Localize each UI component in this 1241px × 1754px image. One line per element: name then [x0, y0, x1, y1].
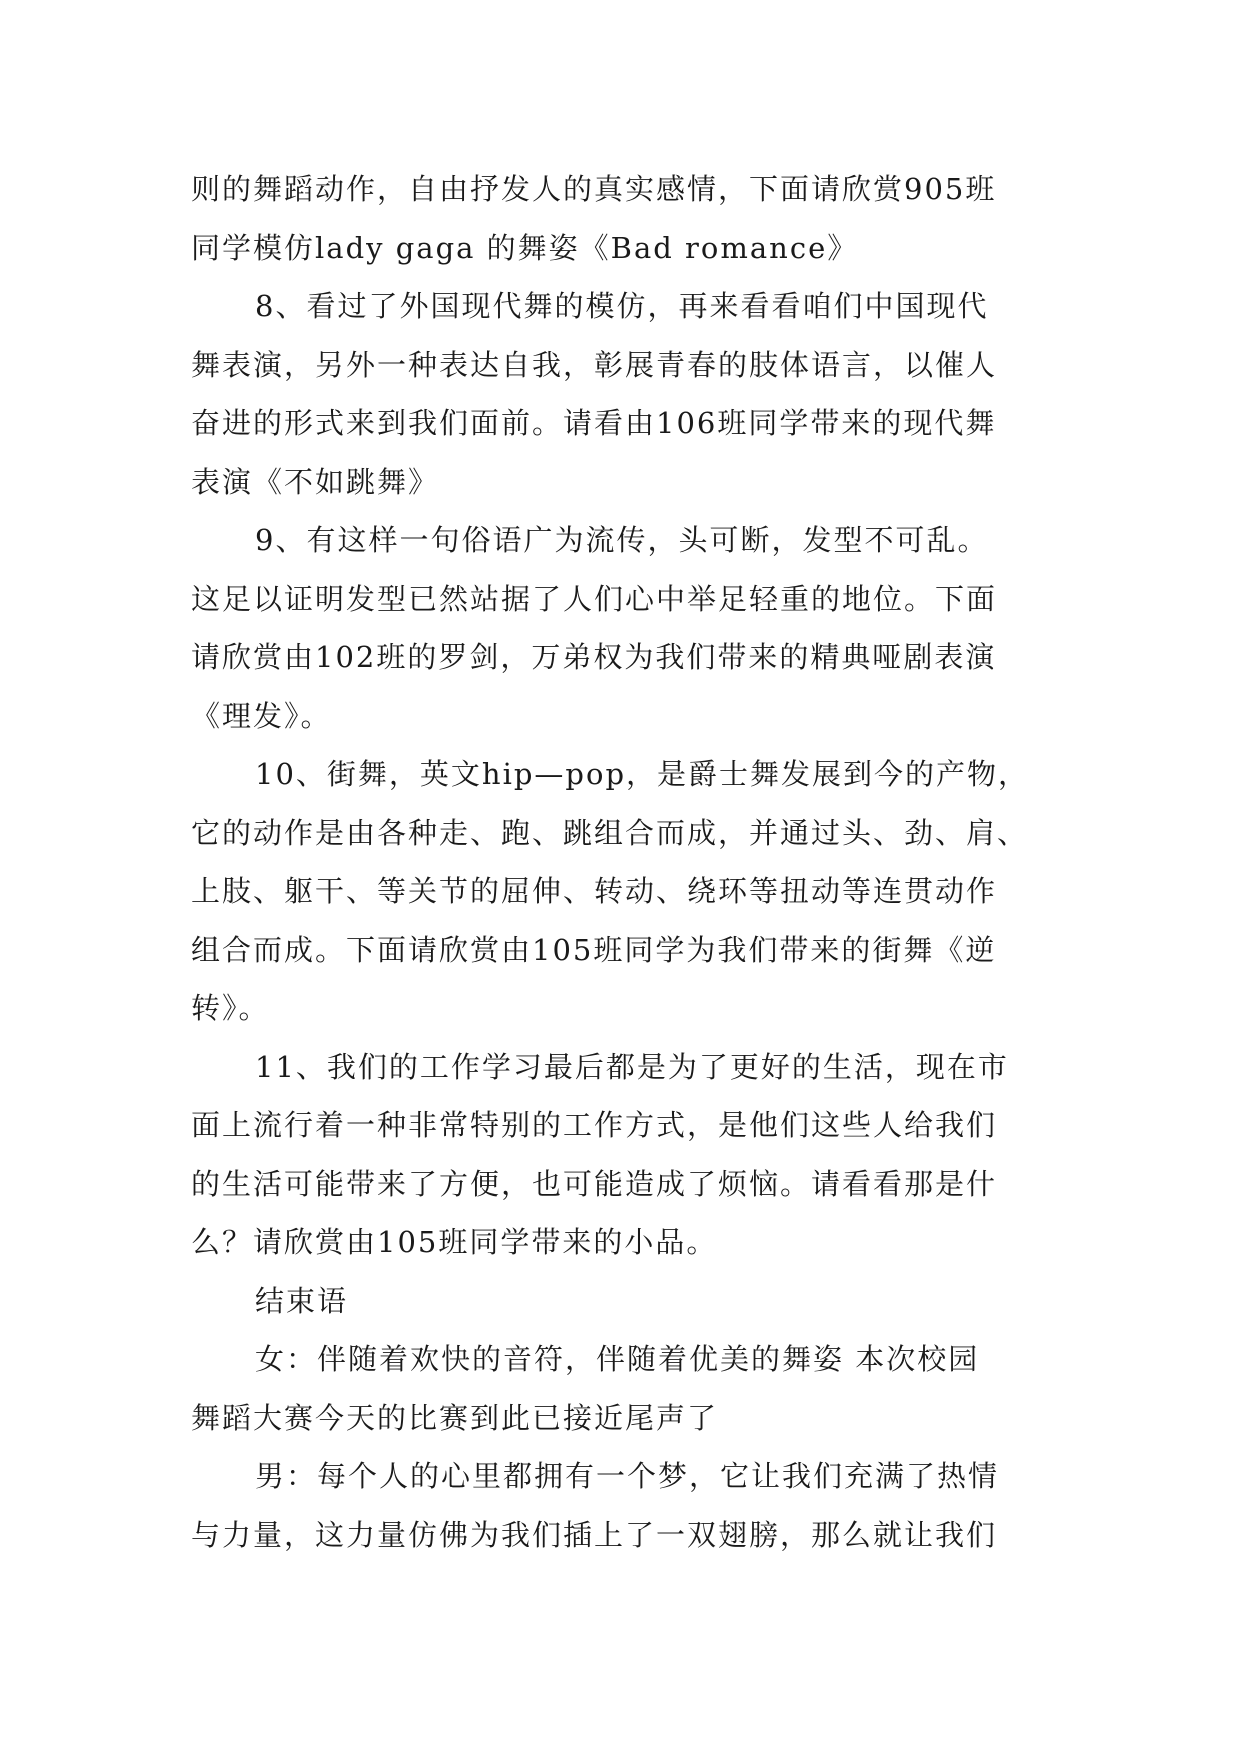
text-line: 转》。: [191, 991, 270, 1025]
text-line: 表演《不如跳舞》: [191, 464, 440, 499]
section-heading-closing: 结束语: [255, 1283, 349, 1318]
text-line: 上肢、躯干、等关节的屈伸、转动、绕环等扭动等连贯动作: [191, 874, 998, 908]
text-line: 请欣赏由102班的罗剑，万弟权为我们带来的精典哑剧表演: [191, 640, 997, 674]
text-line: 则的舞蹈动作，自由抒发人的真实感情，下面请欣赏905班: [191, 172, 997, 206]
paragraph-female-host: 女：伴随着欢快的音符，伴随着优美的舞姿 本次校园: [255, 1342, 980, 1376]
text-line: 组合而成。下面请欣赏由105班同学为我们带来的街舞《逆: [191, 932, 997, 967]
paragraph-9-start: 9、有这样一句俗语广为流传，头可断，发型不可乱。: [255, 523, 989, 557]
text-line: 《理发》。: [191, 698, 332, 733]
paragraph-11-start: 11、我们的工作学习最后都是为了更好的生活，现在市: [255, 1049, 1009, 1084]
paragraph-8-start: 8、看过了外国现代舞的模仿，再来看看咱们中国现代: [255, 289, 989, 323]
text-line: 的生活可能带来了方便，也可能造成了烦恼。请看看那是什: [191, 1166, 998, 1201]
text-line: 这足以证明发型已然站据了人们心中举足轻重的地位。下面: [191, 581, 998, 616]
text-line: 么？请欣赏由105班同学带来的小品。: [191, 1225, 718, 1259]
text-line: 舞蹈大赛今天的比赛到此已接近尾声了: [191, 1400, 719, 1435]
text-line: 同学模仿lady gaga 的舞姿《Bad romance》: [191, 230, 859, 265]
text-line: 它的动作是由各种走、跑、跳组合而成，并通过头、劲、肩、: [191, 815, 1029, 850]
text-line: 舞表演，另外一种表达自我，彰展青春的肢体语言，以催人: [191, 347, 998, 382]
text-line: 面上流行着一种非常特别的工作方式，是他们这些人给我们: [191, 1108, 998, 1142]
paragraph-male-host: 男：每个人的心里都拥有一个梦，它让我们充满了热情: [255, 1459, 1000, 1493]
body-text: [191, 160, 1061, 1564]
paragraph-10-start: 10、街舞，英文hip—pop，是爵士舞发展到今的产物，: [255, 757, 1030, 791]
text-line: 与力量，这力量仿佛为我们插上了一双翅膀，那么就让我们: [191, 1517, 998, 1552]
text-line: 奋进的形式来到我们面前。请看由106班同学带来的现代舞: [191, 406, 997, 440]
